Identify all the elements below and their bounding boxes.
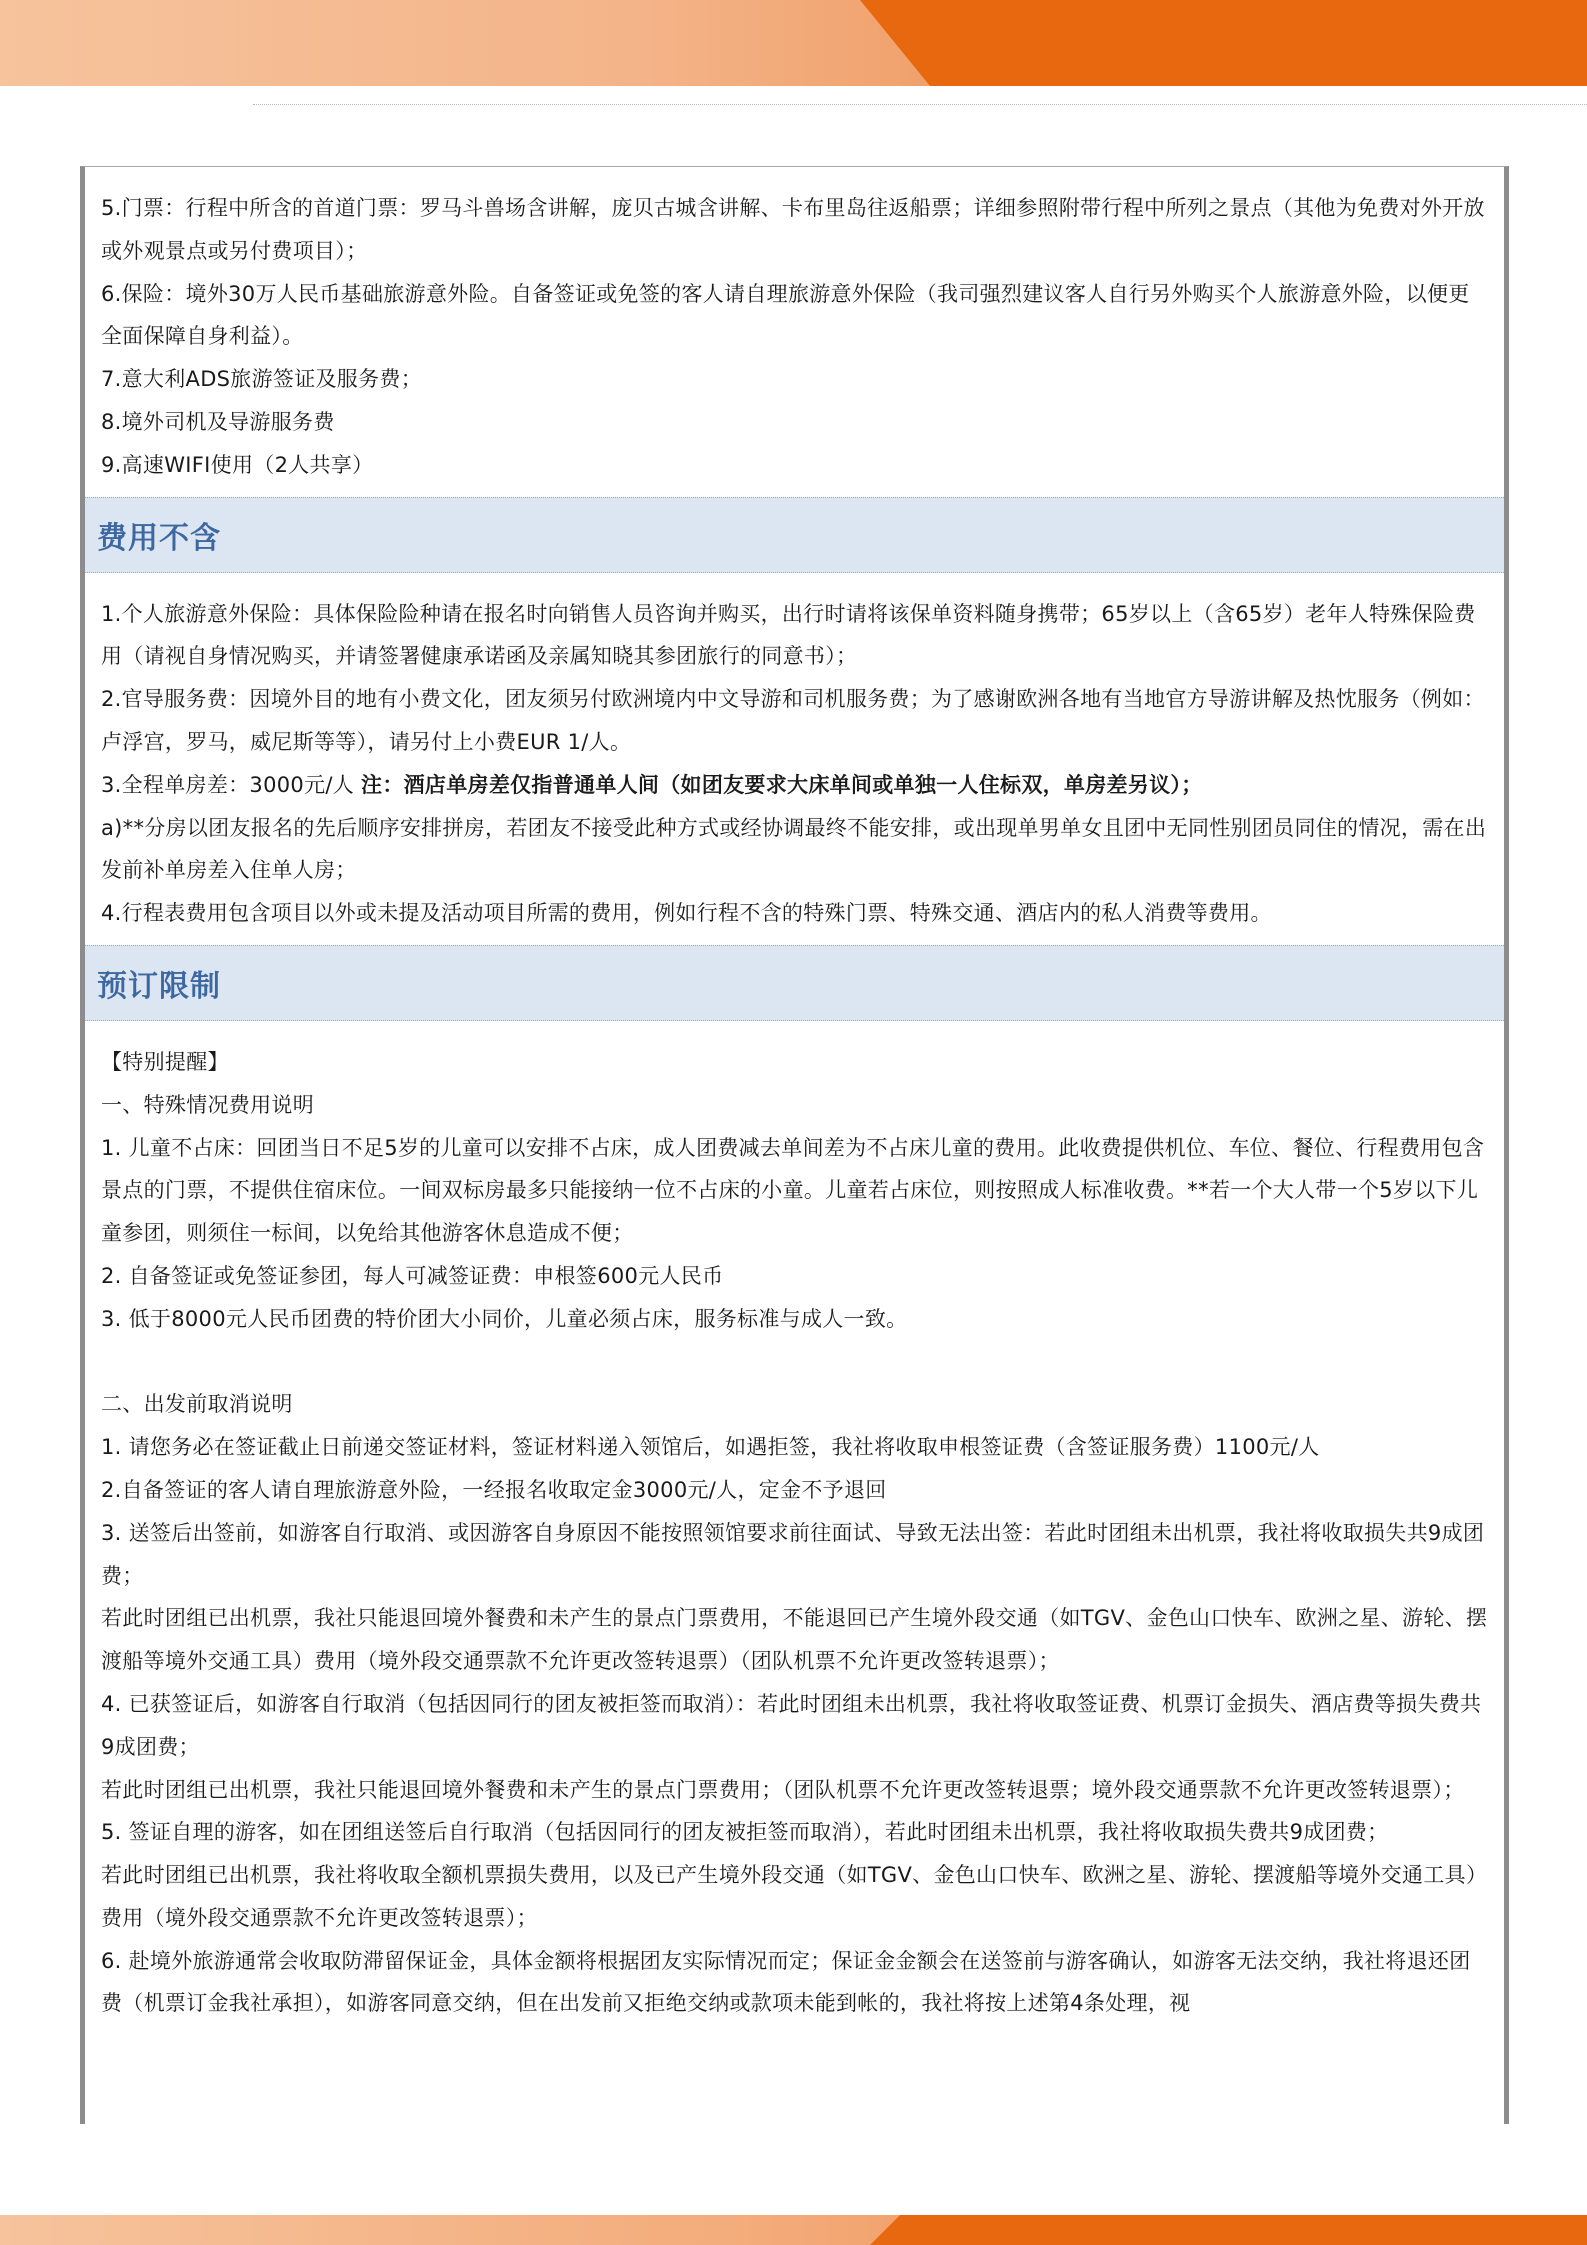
restriction-line: 4. 已获签证后，如游客自行取消（包括因同行的团友被拒签而取消）：若此时团组未出机票，我社将收取签证费、机票订金损失、酒店费等损失费共9成团费； (101, 1691, 1482, 1759)
excludes-list (85, 573, 1504, 945)
header-banner (0, 0, 1587, 86)
restriction-line: 若此时团组已出机票，我社只能退回境外餐费和未产生的景点门票费用，不能退回已产生境外段交通（如TGV、金色山口快车、欧洲之星、游轮、摆渡船等境外交通工具）费用（境外段交通票款不允许更改签转退票）（团队机票不允许更改签转退票）； (101, 1606, 1488, 1674)
includes-item: 9.高速WIFI使用（2人共享） (101, 452, 374, 477)
section-title: 预订限制 (97, 968, 221, 1004)
footer-divider (870, 2215, 900, 2245)
section-title: 费用不含 (97, 520, 221, 556)
restriction-line: 【特别提醒】 (101, 1049, 229, 1074)
banner-divider (860, 0, 930, 86)
excludes-item: 1.个人旅游意外保险：具体保险险种请在报名时向销售人员咨询并购买，出行时请将该保单资料随身携带；65岁以上（含65岁）老年人特殊保险费用（请视自身情况购买，并请签署健康承诺函及亲属知晓其参团旅行的同意书）； (101, 601, 1476, 669)
includes-item: 7.意大利ADS旅游签证及服务费； (101, 367, 423, 392)
excludes-item: 4.行程表费用包含项目以外或未提及活动项目所需的费用，例如行程不含的特殊门票、特殊交通、酒店内的私人消费等费用。 (101, 901, 1272, 926)
single-room-fee: 3.全程单房差：3000元/人 (101, 772, 362, 797)
footer-accent (900, 2215, 1587, 2245)
footer-banner (0, 2215, 1587, 2245)
content-frame (80, 166, 1509, 2124)
spacer (101, 1341, 1488, 1384)
header-rule (253, 104, 1587, 105)
restriction-line: 1. 请您务必在签证截止日前递交签证材料，签证材料递入领馆后，如遇拒签，我社将收取申根签证费（含签证服务费）1100元/人 (101, 1435, 1320, 1460)
restriction-line: 1. 儿童不占床：回团当日不足5岁的儿童可以安排不占床，成人团费减去单间差为不占床儿童的费用。此收费提供机位、车位、餐位、行程费用包含景点的门票，不提供住宿床位。一间双标房最多只能接纳一位不占床的小童。儿童若占床位，则按照成人标准收费。**若一个大人带一个5岁以下儿童参团，则须住一标间，以免给其他游客休息造成不便； (101, 1135, 1485, 1246)
restriction-line: 5. 签证自理的游客，如在团组送签后自行取消（包括因同行的团友被拒签而取消），若此时团组未出机票，我社将收取损失费共9成团费； (101, 1820, 1389, 1845)
includes-item: 6.保险：境外30万人民币基础旅游意外险。自备签证或免签的客人请自理旅游意外保险（我司强烈建议客人自行另外购买个人旅游意外险，以便更全面保障自身利益）。 (101, 281, 1470, 349)
restriction-line: 3. 低于8000元人民币团费的特价团大小同价，儿童必须占床，服务标准与成人一致。 (101, 1306, 908, 1331)
restriction-line: 二、出发前取消说明 (101, 1392, 293, 1417)
restriction-line: 若此时团组已出机票，我社将收取全额机票损失费用，以及已产生境外段交通（如TGV、金色山口快车、欧洲之星、游轮、摆渡船等境外交通工具）费用（境外段交通票款不允许更改签转退票）； (101, 1863, 1488, 1930)
section-header-excludes (85, 497, 1504, 573)
restriction-line: 一、特殊情况费用说明 (101, 1092, 314, 1117)
single-room-note: 注：酒店单房差仅指普通单人间（如团友要求大床单间或单独一人住标双，单房差另议）； (361, 772, 1203, 797)
section-header-restrictions (85, 945, 1504, 1021)
restrictions-list (85, 1021, 1504, 2035)
restriction-line: 2.自备签证的客人请自理旅游意外险，一经报名收取定金3000元/人，定金不予退回 (101, 1477, 887, 1502)
restriction-line: 3. 送签后出签前，如游客自行取消、或因游客自身原因不能按照领馆要求前往面试、导致无法出签：若此时团组未出机票，我社将收取损失共9成团费； (101, 1520, 1485, 1588)
restriction-line: 2. 自备签证或免签证参团，每人可减签证费：申根签600元人民币 (101, 1263, 724, 1288)
includes-item: 8.境外司机及导游服务费 (101, 409, 335, 434)
excludes-item: a)**分房以团友报名的先后顺序安排拼房，若团友不接受此种方式或经协调最终不能安排，或出现单男单女且团中无同性别团员同住的情况，需在出发前补单房差入住单人房； (101, 815, 1487, 883)
restriction-line: 6. 赴境外旅游通常会收取防滞留保证金，具体金额将根据团友实际情况而定；保证金金额会在送签前与游客确认，如游客无法交纳，我社将退还团费（机票订金我社承担），如游客同意交纳，但在出发前又拒绝交纳或款项未能到帐的，我社将按上述第4条处理，视 (101, 1948, 1471, 2016)
includes-list (85, 167, 1504, 497)
banner-accent (930, 0, 1587, 86)
restriction-line: 若此时团组已出机票，我社只能退回境外餐费和未产生的景点门票费用；（团队机票不允许更改签转退票；境外段交通票款不允许更改签转退票）； (101, 1777, 1465, 1802)
includes-item: 5.门票：行程中所含的首道门票：罗马斗兽场含讲解，庞贝古城含讲解、卡布里岛往返船票；详细参照附带行程中所列之景点（其他为免费对外开放或外观景点或另付费项目）； (101, 196, 1485, 263)
excludes-item: 2.官导服务费：因境外目的地有小费文化，团友须另付欧洲境内中文导游和司机服务费；为了感谢欧洲各地有当地官方导游讲解及热忱服务（例如：卢浮宫，罗马，威尼斯等等），请另付上小费EUR 1/人。 (101, 687, 1485, 754)
excludes-item (101, 764, 1488, 807)
